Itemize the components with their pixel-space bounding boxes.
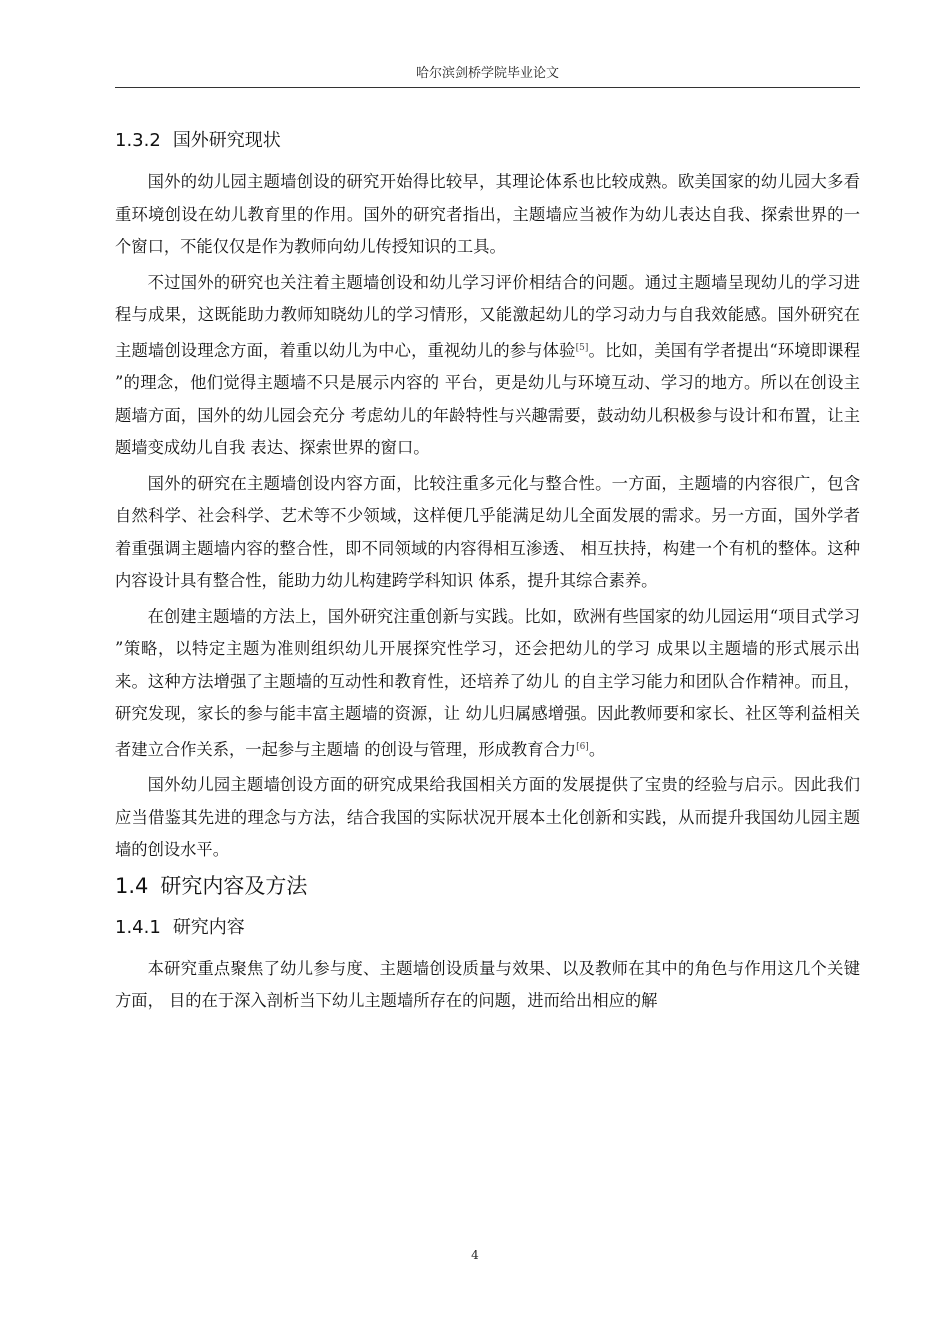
paragraph-text: 国外的幼儿园主题墙创设的研究开始得比较早，其理论体系也比较成熟。欧美国家的幼儿园大多看重环境创设在幼儿教育里的作用。国外的研究者指出，主题墙应当被作为幼儿表达自我、探索世界的一个窗口，不能仅仅是作为教师向幼儿传授知识的工具。 [115, 172, 860, 256]
paragraph [115, 769, 860, 867]
running-header: 哈尔滨剑桥学院毕业论文 [415, 66, 559, 81]
paragraph [115, 166, 860, 264]
section-heading-1-4-1 [115, 915, 860, 941]
paragraph-text: 。 [588, 739, 606, 759]
section-number: 1.4 [115, 873, 149, 898]
section-number: 1.3.2 [115, 130, 161, 151]
paragraph [115, 468, 860, 598]
section-title: 研究内容及方法 [160, 873, 308, 898]
paragraph [115, 267, 866, 465]
section-title: 研究内容 [172, 916, 245, 938]
page-content [115, 116, 866, 1021]
paragraph-text: 国外幼儿园主题墙创设方面的研究成果给我国相关方面的发展提供了宝贵的经验与启示。因此我们应当借鉴其先进的理念与方法，结合我国的实际状况开展本土化创新和实践，从而提升我国幼儿园主题墙的创设水平。 [115, 775, 860, 859]
section-heading-1-4 [115, 871, 860, 901]
section-number: 1.4.1 [115, 916, 161, 938]
citation-6[interactable]: [6] [576, 741, 589, 752]
paragraph-text: 在创建主题墙的方法上，国外研究注重创新与实践。比如，欧洲有些国家的幼儿园运用“项目式学习 ”策略，以特定主题为准则组织幼儿开展探究性学习，还会把幼儿的学习 成果以主题墙的形式展示出来。这种方法增强了主题墙的互动性和教育性，还培养了幼儿 的自主学习能力和团队合作精神。而且，研究发现，家长的参与能丰富主题墙的资源，让 幼儿归属感增强。因此教师要和家长、社区等利益相关者建立合作关系，一起参与主题墙 的创设与管理，形成教育合力 [115, 606, 866, 759]
section-title: 国外研究现状 [172, 130, 281, 151]
paragraph-text: 国外的研究在主题墙创设内容方面，比较注重多元化与整合性。一方面，主题墙的内容很广，包含自然科学、社会科学、艺术等不少领域，这样便几乎能满足幼儿全面发展的需求。另一方面，国外学者着重强调主题墙内容的整合性，即不同领域的内容得相互渗透、 相互扶持，构建一个有机的整体。这种内容设计具有整合性，能助力幼儿构建跨学科知识 体系，提升其综合素养。 [115, 473, 860, 590]
page-number: 4 [471, 1248, 479, 1262]
paragraph-text: 。比如，美国有学者提出“环境即课程 ”的理念，他们觉得主题墙不只是展示内容的 平台，更是幼儿与环境互动、学习的地方。所以在创设主题墙方面，国外的幼儿园会充分 考虑幼儿的年龄特性与兴趣需要，鼓动幼儿积极参与设计和布置，让主题墙变成幼儿自我 表达、探索世界的窗口。 [115, 340, 866, 457]
paragraph [115, 953, 860, 1018]
paragraph-text: 不过国外的研究也关注着主题墙创设和幼儿学习评价相结合的问题。通过主题墙呈现幼儿的学习进程与成果，这既能助力教师知晓幼儿的学习情形，又能激起幼儿的学习动力与自我效能感。国外研究在主题墙创设理念方面，着重以幼儿为中心，重视幼儿的参与体验 [115, 272, 860, 360]
paragraph-text: 本研究重点聚焦了幼儿参与度、主题墙创设质量与效果、以及教师在其中的角色与作用这几个关键方面， 目的在于深入剖析当下幼儿主题墙所存在的问题，进而给出相应的解 [115, 958, 860, 1010]
citation-5[interactable]: [5] [575, 342, 589, 353]
header-rule [115, 87, 860, 88]
section-heading-1-3-2 [115, 128, 860, 154]
paragraph [115, 601, 866, 767]
